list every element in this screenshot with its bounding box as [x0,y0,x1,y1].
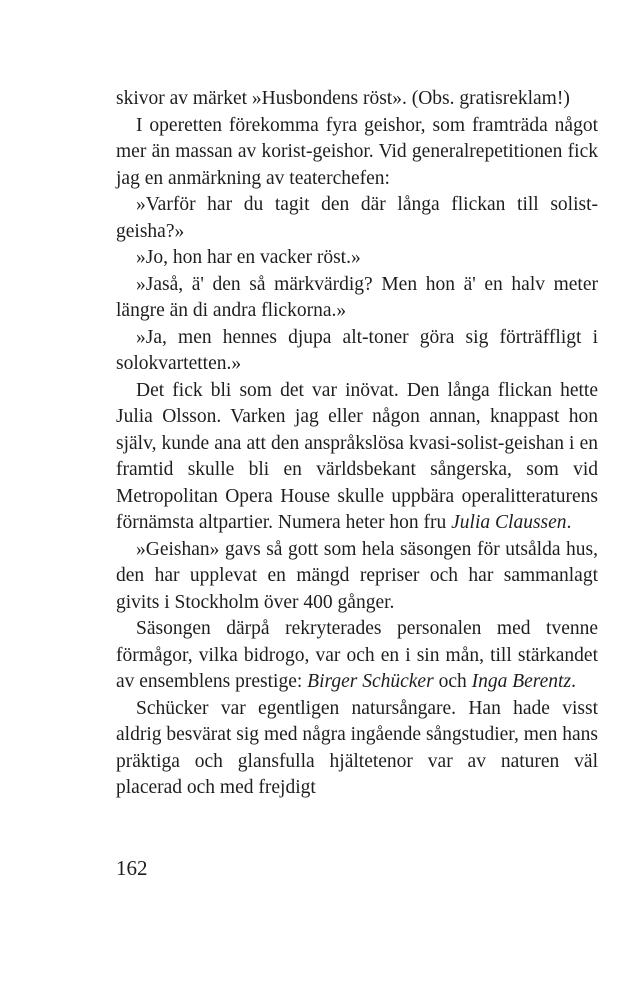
paragraph [116,245,598,272]
paragraph [116,325,598,378]
text-run: »Jo, hon har en vacker röst.» [136,247,361,268]
text-run: Det fick bli som det var inövat. Den långa flickan hette Julia Olsson. Varken jag eller någon annan, knappast hon själv, kunde ana att den anspråkslösa kvasi-solist-geishan i en framtid skulle bli en världsbekant sångerska, som vid Metropolitan Opera House skulle uppbära operalitteraturens förnämsta altpartier. Numera heter hon fru [116,379,598,533]
text-run: Säsongen därpå rekryterades personalen med tvenne förmågor, vilka bidrogo, var och en i sin mån, till stärkandet av ensemblens prestige: [116,618,598,692]
text-run: . [566,512,572,533]
italic-name: Birger Schücker [307,671,434,692]
text-run: och [433,671,472,692]
text-run: Schücker var egentligen natursångare. Han hade visst aldrig besvärat sig med några ingående sångstudier, men hans präktiga och glansfulla hjältetenor var av naturen väl placerad och med frejdigt [116,697,598,798]
text-column [116,86,598,802]
paragraph [116,113,598,193]
paragraph [116,696,598,802]
text-run: . [571,671,576,692]
italic-name: Julia Claussen [451,512,567,533]
italic-name: Inga Berentz [471,671,572,692]
page-number: 162 [116,856,148,880]
text-run: »Geishan» gavs så gott som hela säsongen för utsålda hus, den har upplevat en mängd repriser och har sammanlagt givits i Stockholm över 400 gånger. [116,538,598,613]
text-run: »Jaså, ä' den så märkvärdig? Men hon ä' en halv meter längre än di andra flickorna.» [116,273,598,321]
page-body [116,86,598,802]
text-run: »Varför har du tagit den där långa flickan till solist-geisha?» [116,194,598,242]
text-run: »Ja, men hennes djupa alt-toner göra sig förträffligt i solokvartetten.» [116,326,598,374]
paragraph [116,272,598,325]
paragraph [116,537,598,617]
paragraph [116,616,598,696]
paragraph [116,192,598,245]
paragraph [116,378,598,537]
text-run: I operetten förekomma fyra geishor, som framträda något mer än massan av korist-geishor. Vid generalrepetitionen fick jag en anmärkning av teaterchefen: [116,114,598,189]
text-run: skivor av märket »Husbondens röst». (Obs. gratisreklam!) [116,88,570,109]
paragraph [116,86,598,113]
